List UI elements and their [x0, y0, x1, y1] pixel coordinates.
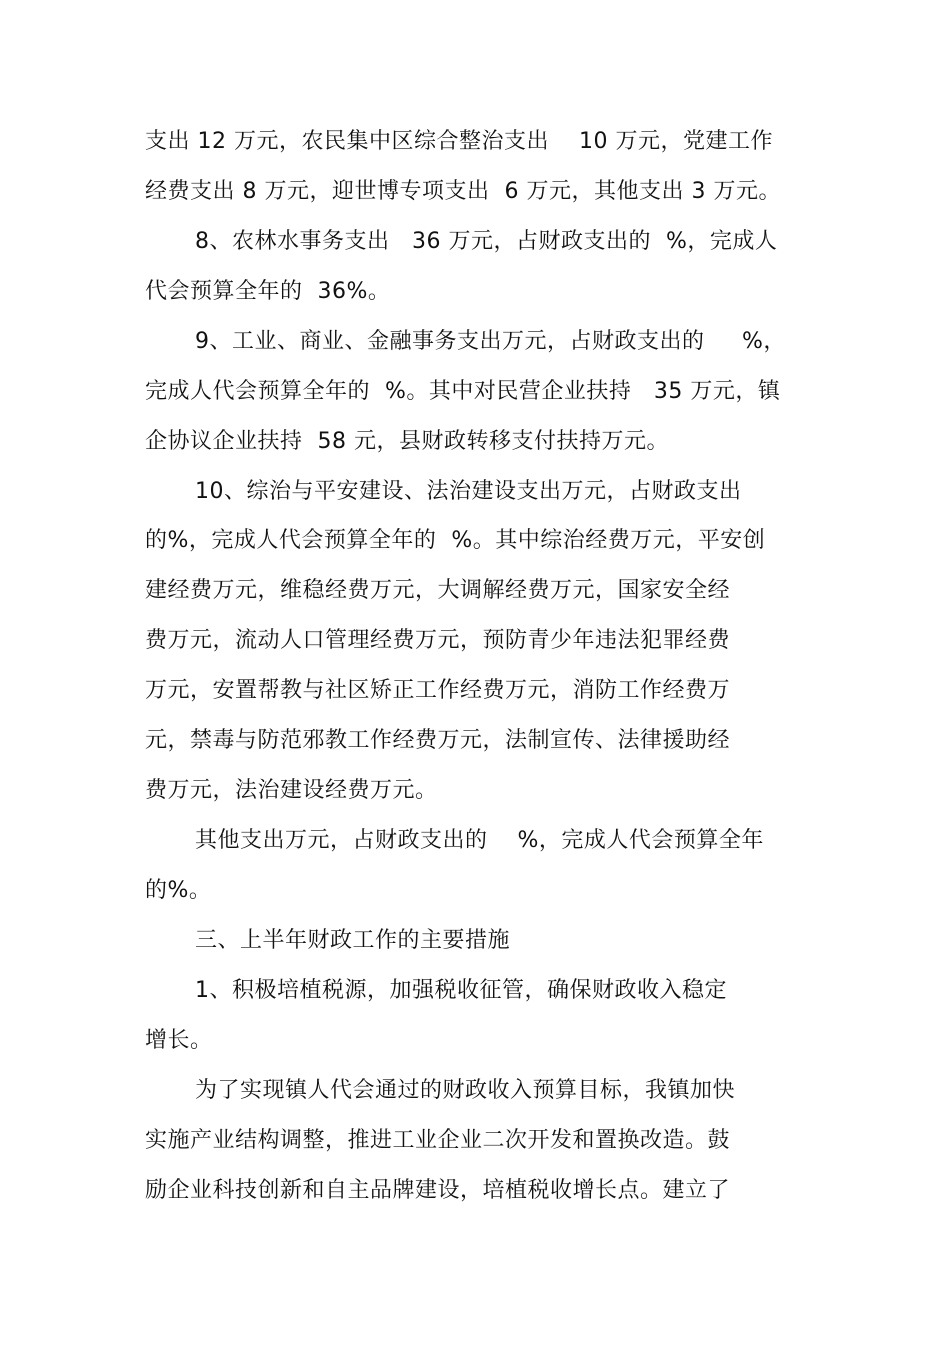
subsection-heading-continued: 增长。 — [145, 1028, 213, 1053]
text-line: 费万元，法治建设经费万元。 — [145, 778, 438, 803]
text-line: 建经费万元，维稳经费万元，大调解经费万元，国家安全经 — [145, 578, 731, 603]
text-line: 励企业科技创新和自主品牌建设，培植税收增长点。建立了 — [145, 1178, 731, 1203]
text-line: 完成人代会预算全年的 %。其中对民营企业扶持 35 万元，镇 — [145, 379, 781, 404]
text-line: 10、综治与平安建设、法治建设支出万元，占财政支出 — [195, 479, 742, 504]
text-line: 实施产业结构调整，推进工业企业二次开发和置换改造。鼓 — [145, 1128, 731, 1153]
text-line: 费万元，流动人口管理经费万元，预防青少年违法犯罪经费 — [145, 628, 731, 653]
text-line: 代会预算全年的 36%。 — [145, 279, 391, 304]
text-line: 的%，完成人代会预算全年的 %。其中综治经费万元，平安创 — [145, 528, 766, 553]
text-line: 元，禁毒与防范邪教工作经费万元，法制宣传、法律援助经 — [145, 728, 731, 753]
text-line: 为了实现镇人代会通过的财政收入预算目标，我镇加快 — [195, 1078, 736, 1103]
subsection-heading: 1、积极培植税源，加强税收征管，确保财政收入稳定 — [195, 978, 727, 1003]
section-heading: 三、上半年财政工作的主要措施 — [195, 928, 511, 953]
text-line: 万元，安置帮教与社区矫正工作经费万元，消防工作经费万 — [145, 678, 731, 703]
text-line: 8、农林水事务支出 36 万元，占财政支出的 %，完成人 — [195, 229, 778, 254]
text-line: 的%。 — [145, 878, 212, 903]
text-line: 企协议企业扶持 58 元，县财政转移支付扶持万元。 — [145, 429, 669, 454]
text-line: 其他支出万元，占财政支出的 %，完成人代会预算全年 — [195, 828, 764, 853]
text-line: 9、工业、商业、金融事务支出万元，占财政支出的 %， — [195, 329, 786, 354]
text-line: 支出 12 万元，农民集中区综合整治支出 10 万元，党建工作 — [145, 129, 773, 154]
text-line: 经费支出 8 万元，迎世博专项支出 6 万元，其他支出 3 万元。 — [145, 179, 781, 204]
